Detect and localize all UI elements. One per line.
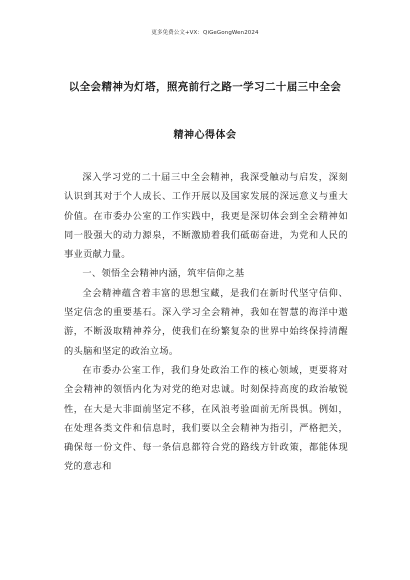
header-note: 更多免费公文+VX：QiGeGongWen2024 [151,30,259,36]
paragraph-2: 在市委办公室工作，我们身处政治工作的核心领域，更要将对全会精神的领悟内化为对党的绝对忠诚。时刻保持高度的政治敏锐性，在大是大非面前坚定不移，在风浪考验面前无所畏惧。例如，在处理各类文件和信息时，我们要以全会精神为指引，严格把关，确保每一份文件、每一条信息都符合党的路线方针政策，都能体现党的意志和 [64,364,348,473]
section-heading-1: 一、领悟全会精神内涵，筑牢信仰之基 [82,268,245,280]
paragraph-intro: 深入学习党的二十届三中全会精神，我深受触动与启发，深刻认识到其对于个人成长、工作开展以及国家发展的深远意义与重大价值。在市委办公室的工作实践中，我更是深切体会到全会精神如同一股强大的动力源泉，不断激励着我们砥砺奋进，为党和人民的事业贡献力量。 [64,172,348,261]
document-subtitle: 精神心得体会 [173,130,237,141]
document-title: 以全会精神为灯塔，照亮前行之路一学习二十届三中全会 [68,81,342,93]
document-body [64,168,348,477]
paragraph-1: 全会精神蕴含着丰富的思想宝藏，是我们在新时代坚守信仰、坚定信念的重要基石。深入学习全会精神，我如在智慧的海洋中遨游，不断汲取精神养分，使我们在纷繁复杂的世界中始终保持清醒的头脑和坚定的政治立场。 [64,287,348,357]
